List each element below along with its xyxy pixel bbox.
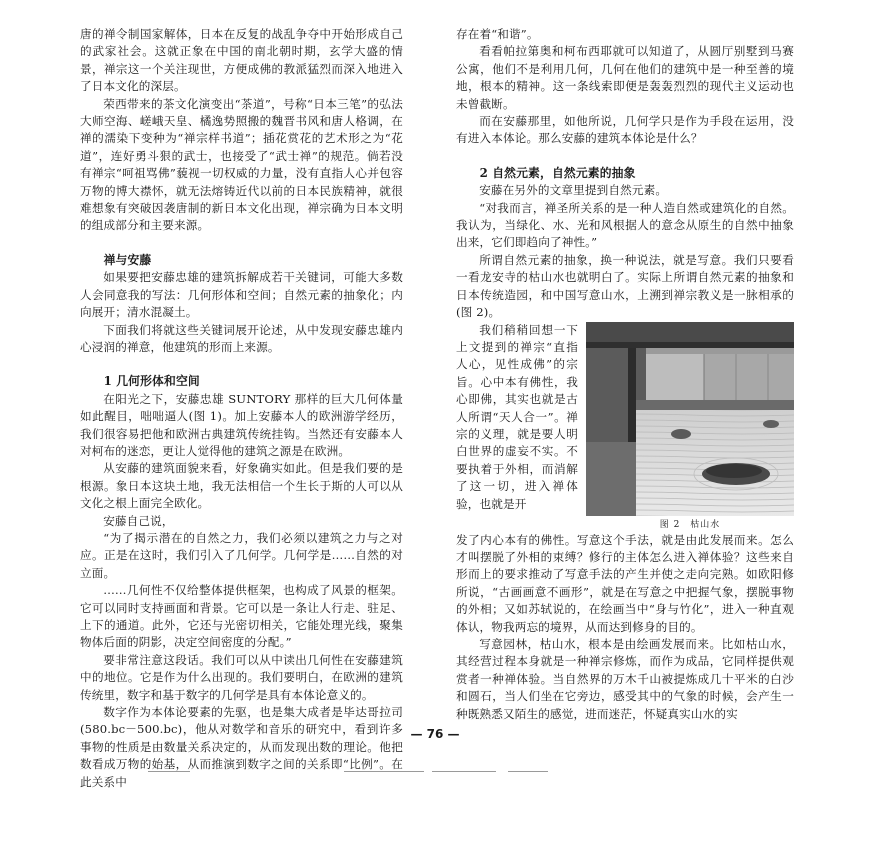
bottom-rule <box>148 771 190 772</box>
paragraph: 安藤在另外的文章里提到自然元素。 <box>479 183 668 198</box>
paragraph: 写意园林，枯山水，根本是由绘画发展而来。比如枯山水，其经营过程本身就是一种禅宗修炼，而作为成品，它同样提供观赏者一种禅体验。当自然界的万木千山被提炼成几十平米的白沙和圆石，当人们坐在它旁边，感受其中的气象的时候，会产生一种既熟悉又陌生的感觉，进而迷茫，怀疑真实山水的实 <box>456 636 794 721</box>
figure-2 <box>586 322 794 532</box>
paragraph: 而在安藤那里，如他所说，几何学只是作为手段在运用，没有进入本体论。那么安藤的建筑本体论是什么？ <box>456 114 794 146</box>
paragraph: 如果要把安藤忠雄的建筑拆解成若干关键词，可能大多数人会同意我的写法：几何形体和空间；自然元素的抽象化；内向展开；清水混凝土。 <box>80 270 403 320</box>
subsection-heading: 1 几何形体和空间 <box>103 374 200 389</box>
page-number: — 76 — <box>410 727 460 741</box>
paragraph: 从安藤的建筑面貌来看，好象确实如此。但是我们要的是根源。象日本这块土地，我无法相信一个生长于斯的人可以从文化之根上面完全欧化。 <box>80 461 403 511</box>
subsection-heading: 2 自然元素，自然元素的抽象 <box>479 165 636 180</box>
paragraph: 我们稍稍回想一下上文提到的禅宗“直指人心，见性成佛”的宗旨。心中本有佛性，我心即佛，其实也就是古人所谓“天人合一”。禅宗的义理，就是要人明白世界的虚妄不实。不要执着于外相，而消解了这一切，进入禅体验，也就是开 <box>456 322 578 511</box>
paragraph: 所谓自然元素的抽象，换一种说法，就是写意。我们只要看一看龙安寺的枯山水也就明白了。实际上所谓自然元素的抽象和日本传统造园，和中国写意山水，上溯到禅宗教义是一脉相承的(图 2)。 <box>456 252 794 320</box>
bottom-rule <box>432 771 496 772</box>
quote-paragraph: “对我而言，禅圣所关系的是一种人造自然或建筑化的自然。我认为，当绿化、水、光和风根据人的意念从原生的自然中抽象出来，它们即趋向了神性。” <box>456 200 794 250</box>
bottom-rule <box>508 771 548 772</box>
paragraph: 荣西带来的茶文化演变出“茶道”，号称“日本三笔”的弘法大师空海、嵯峨天皇、橘逸势照搬的魏晋书风和唐人格调，在禅的濡染下变种为“禅宗样书道”；插花赏花的艺术形之为“花道”，连好勇斗狠的武士，也接受了“武士禅”的规范。倘若没有禅宗“呵祖骂佛”藐视一切权威的力量，没有直指人心并包容万物的博大襟怀，就无法熔铸近代以前的日本民族精神，就很难想象有突破因袭唐制的新日本文化出现，禅宗确为日本文明的组成部分和主要来源。 <box>80 96 403 233</box>
paragraph: 发了内心本有的佛性。写意这个手法，就是由此发展而来。怎么才叫摆脱了外相的束缚？修行的主体怎么进入禅体验？这些来自形而上的要求推动了写意手法的产生并使之走向完熟。如欧阳修所说，“古画画意不画形”，就是在写意之中把握气象，摆脱事物的外相；又如苏轼说的，在绘画当中“身与竹化”，进入一种直观体认，物我两忘的境界，从而达到修身的目的。 <box>456 532 794 634</box>
paragraph: 存在着“和谐”。 <box>456 27 539 41</box>
paragraph: 要非常注意这段话。我们可以从中读出几何性在安藤建筑中的地位。它是作为什么出现的。我们要明白，在欧洲的建筑传统里，数字和基于数字的几何学是具有本体论意义的。 <box>80 652 403 702</box>
section-heading: 禅与安藤 <box>103 252 152 267</box>
paragraph: 在阳光之下，安藤忠雄 SUNTORY 那样的巨大几何体量如此醒目，咄咄逼人(图 1)。加上安藤本人的欧洲游学经历，我们很容易把他和欧洲古典建筑传统挂钩。当然还有安藤本人对柯布的迷恋，更让人觉得他的建筑之源是在欧洲。 <box>80 391 403 458</box>
dry-landscape-garden-photo <box>586 322 794 516</box>
quote-paragraph: “为了揭示潜在的自然之力，我们必须以建筑之力与之对应。正是在这时，我们引入了几何学。几何学是……自然的对立面。 <box>80 530 403 580</box>
paragraph: 看看帕拉第奥和柯布西耶就可以知道了，从圆厅别墅到马赛公寓，他们不是利用几何，几何在他们的建筑中是一种至善的境地，根本的精神。这一条线索即便是轰轰烈烈的现代主义运动也未曾截断。 <box>456 44 794 111</box>
left-column <box>80 26 403 791</box>
right-column <box>456 26 794 723</box>
paragraph: 下面我们将就这些关键词展开论述，从中发现安藤忠雄内心浸润的禅意，他建筑的形而上来源。 <box>80 322 403 354</box>
text-with-figure <box>456 322 794 532</box>
paragraph: 数字作为本体论要素的先驱，也是集大成者是毕达哥拉司(580.bc－500.bc)，他从对数学和音乐的研究中，看到许多事物的性质是由数量关系决定的，从而发现出数的理论。他把数看成万物的始基，从而推演到数字之间的关系即“比例”。在此关系中 <box>80 705 403 789</box>
quote-paragraph: ……几何性不仅给整体提供框架，也构成了风景的框架。它可以同时支持画面和背景。它可以是一条让人行走、驻足、上下的通道。此外，它还与光密切相关，它能处理光线，聚集物体后面的阴影，决定空间密度的分配。” <box>80 583 403 650</box>
paragraph: 唐的禅令制国家解体，日本在反复的战乱争夺中开始形成自己的武家社会。这就正象在中国的南北朝时期，玄学大盛的情景，禅宗这一个关注现世，方便成佛的教派猛烈而深入地进入了日本文化的深层。 <box>80 27 403 94</box>
bottom-rule <box>344 771 424 772</box>
paragraph: 安藤自己说， <box>103 513 174 528</box>
figure-caption: 图 2 枯山水 <box>659 519 721 530</box>
